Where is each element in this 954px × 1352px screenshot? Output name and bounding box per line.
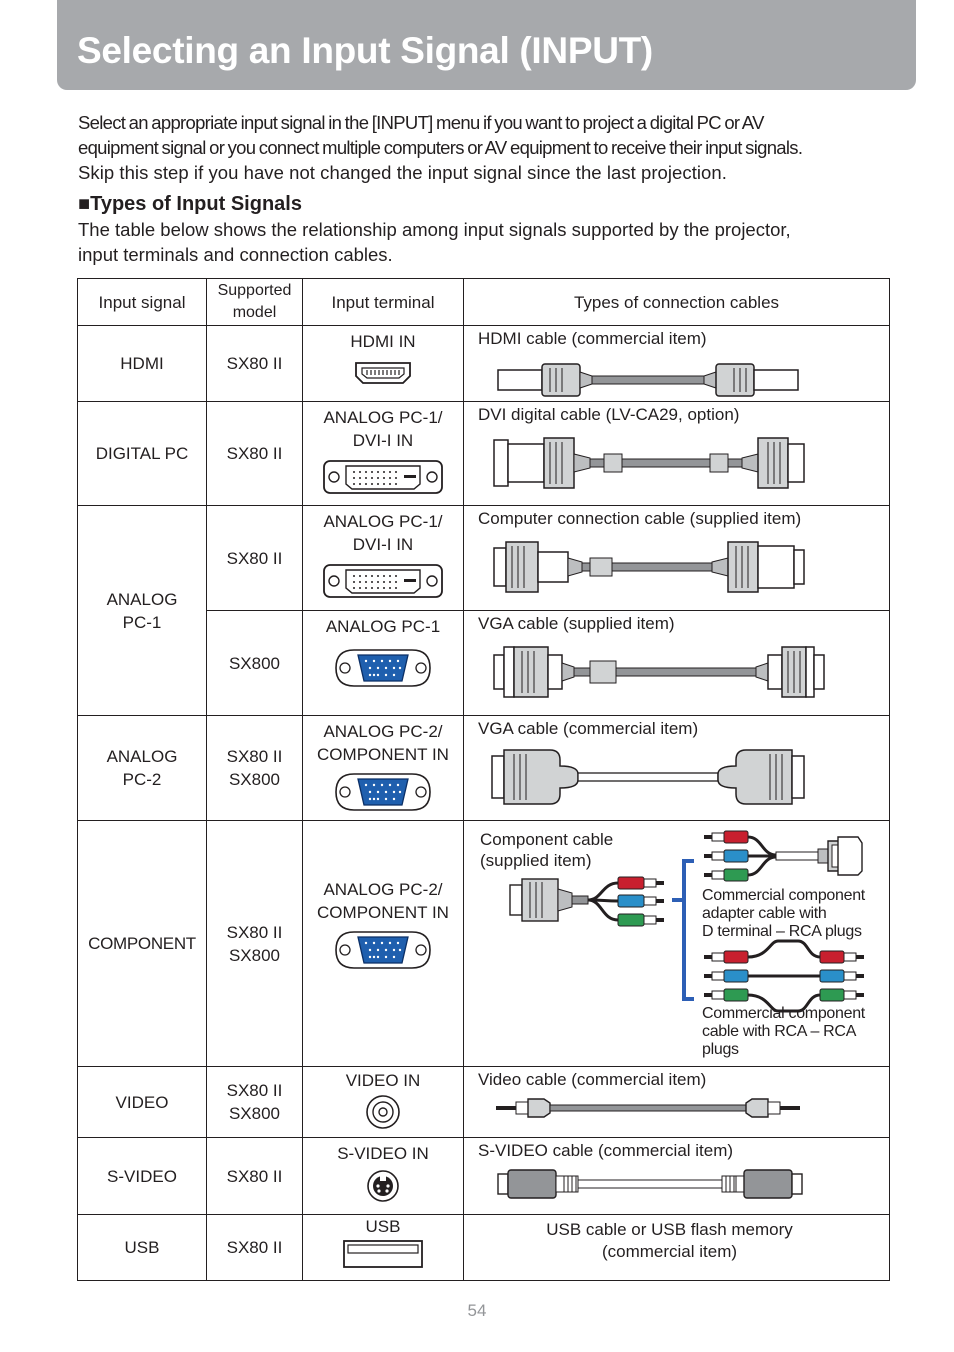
terminal-label-line-1: ANALOG PC-2/ — [323, 879, 443, 899]
intro-paragraph — [78, 110, 908, 185]
rca-cable-note — [702, 1005, 865, 1059]
component-cable-line-1: Component cable — [480, 830, 614, 849]
table-row-svideo — [78, 1138, 890, 1215]
cable-cell — [464, 821, 890, 1067]
signal-cell: S-VIDEO — [78, 1138, 207, 1215]
signal-cell — [78, 716, 207, 821]
terminal-label-line-1: ANALOG PC-2/ — [323, 722, 443, 741]
signal-cell: DIGITAL PC — [78, 402, 207, 506]
note1-line-3: D terminal – RCA plugs — [702, 923, 862, 940]
note2-line-1: Commercial component — [702, 1005, 865, 1022]
cable-cell — [464, 611, 890, 716]
terminal-cell — [303, 716, 464, 821]
model-cell: SX80 II — [207, 1138, 303, 1215]
intro-line-3: Skip this step if you have not changed the input signal since the last projection. — [78, 162, 727, 183]
hdmi-port-icon — [353, 359, 413, 387]
component-cable-line-2: (supplied item) — [480, 851, 592, 870]
note1-line-2: adapter cable with — [702, 905, 827, 922]
cable-cell — [464, 716, 890, 821]
rca-jack-icon — [365, 1094, 401, 1130]
table-row-component — [78, 821, 890, 1067]
table-row-usb — [78, 1215, 890, 1281]
note1-line-1: Commercial component — [702, 887, 865, 904]
note2-line-3: plugs — [702, 1041, 739, 1058]
terminal-cell — [303, 1138, 464, 1215]
terminal-cell — [303, 326, 464, 402]
table-row-analog-pc1-a — [78, 506, 890, 611]
usb-port-icon — [342, 1239, 424, 1269]
terminal-label: USB — [365, 1217, 401, 1236]
table-row-video — [78, 1067, 890, 1138]
cable-label: Video cable (commercial item) — [478, 1070, 707, 1089]
signal-line-1: ANALOG — [106, 589, 178, 609]
terminal-cell — [303, 611, 464, 716]
signal-line-2: PC-1 — [122, 612, 162, 632]
model-line-1: SX80 II — [226, 747, 283, 766]
model-line-1: SX80 II — [226, 922, 283, 942]
header-input-signal: Input signal — [78, 279, 207, 326]
dvi-port-icon — [322, 458, 444, 496]
terminal-cell — [303, 1067, 464, 1138]
model-cell: SX80 II — [207, 402, 303, 506]
intro-line-1: Select an appropriate input signal in the [INPUT] menu if you want to project a digital PC or AV — [78, 112, 764, 133]
vga-port-icon — [334, 772, 432, 812]
header-supported-model — [207, 279, 303, 326]
terminal-cell — [303, 402, 464, 506]
terminal-label: ANALOG PC-1 — [325, 617, 441, 636]
header-input-terminal: Input terminal — [303, 279, 464, 326]
model-cell — [207, 716, 303, 821]
section-desc-line-2: input terminals and connection cables. — [78, 244, 393, 265]
vga-cable-icon — [478, 641, 828, 703]
terminal-label-line-1: ANALOG PC-1/ — [323, 408, 443, 427]
page-number: 54 — [467, 1301, 487, 1320]
signal-cell: COMPONENT — [78, 821, 207, 1067]
cable-cell — [464, 1138, 890, 1215]
cable-label-line-2: (commercial item) — [601, 1242, 738, 1261]
terminal-cell — [303, 821, 464, 1067]
section-heading — [78, 191, 908, 217]
model-line-1: SX80 II — [226, 1081, 283, 1100]
header-connection-cables: Types of connection cables — [464, 279, 890, 326]
terminal-label-line-2: DVI-I IN — [352, 431, 414, 450]
table-row-hdmi — [78, 326, 890, 402]
terminal-label-line-2: DVI-I IN — [352, 535, 414, 554]
terminal-label-line-1: ANALOG PC-1/ — [323, 512, 443, 531]
square-bullet-icon: ■ — [78, 193, 91, 215]
computer-cable-icon — [478, 536, 818, 598]
cable-label — [464, 1219, 889, 1263]
signal-cell: HDMI — [78, 326, 207, 402]
terminal-label: S-VIDEO IN — [337, 1144, 429, 1163]
signal-cell: USB — [78, 1215, 207, 1281]
svideo-jack-icon — [366, 1169, 400, 1203]
signal-cell: VIDEO — [78, 1067, 207, 1138]
terminal-cell — [303, 1215, 464, 1281]
vga-port-icon — [334, 930, 432, 970]
terminal-label-line-2: COMPONENT IN — [317, 745, 449, 764]
model-line-2: SX800 — [228, 1104, 281, 1123]
video-cable-icon — [478, 1093, 818, 1123]
vga-commercial-cable-icon — [478, 746, 818, 808]
terminal-label: HDMI IN — [350, 332, 416, 351]
terminal-label-line-2: COMPONENT IN — [317, 902, 449, 922]
cable-label: VGA cable (commercial item) — [478, 719, 699, 738]
hdmi-cable-icon — [478, 356, 818, 398]
model-cell: SX800 — [207, 611, 303, 716]
header-model-line-1: Supported — [217, 282, 292, 299]
table-row-digital-pc — [78, 402, 890, 506]
model-cell — [207, 821, 303, 1067]
note2-line-2: cable with RCA – RCA — [702, 1023, 857, 1040]
types-section — [78, 191, 908, 267]
model-cell: SX80 II — [207, 1215, 303, 1281]
svideo-cable-icon — [478, 1168, 838, 1200]
model-cell: SX80 II — [207, 506, 303, 611]
adapter-cable-note — [702, 887, 865, 941]
dvi-cable-icon — [478, 432, 818, 494]
title-bar — [57, 0, 916, 90]
signal-line-2: PC-2 — [122, 770, 162, 789]
cable-label-line-1: USB cable or USB flash memory — [546, 1220, 793, 1239]
model-line-2: SX800 — [228, 945, 281, 965]
dvi-port-icon — [322, 562, 444, 600]
cable-cell — [464, 506, 890, 611]
page-title: Selecting an Input Signal (INPUT) — [77, 30, 653, 71]
model-line-2: SX800 — [228, 770, 281, 789]
intro-line-2: equipment signal or you connect multiple computers or AV equipment to receive their input signals. — [78, 137, 803, 158]
section-desc-line-1: The table below shows the relationship among input signals supported by the projector, — [78, 219, 791, 240]
cable-label: S-VIDEO cable (commercial item) — [478, 1141, 734, 1160]
section-heading-text: Types of Input Signals — [90, 193, 302, 215]
cable-cell — [464, 402, 890, 506]
cable-cell — [464, 326, 890, 402]
model-cell — [207, 1067, 303, 1138]
table-row-analog-pc2 — [78, 716, 890, 821]
cable-label: HDMI cable (commercial item) — [478, 329, 707, 348]
header-model-line-2: model — [232, 304, 277, 321]
cable-cell — [464, 1067, 890, 1138]
section-desc — [78, 217, 908, 267]
component-diagram — [478, 821, 889, 1061]
cable-label: VGA cable (supplied item) — [478, 614, 675, 633]
terminal-cell — [303, 506, 464, 611]
model-cell: SX80 II — [207, 326, 303, 402]
signal-line-1: ANALOG — [106, 747, 178, 766]
cable-label: Computer connection cable (supplied item) — [478, 509, 802, 528]
cable-cell — [464, 1215, 890, 1281]
cable-label: DVI digital cable (LV-CA29, option) — [478, 405, 740, 424]
vga-port-icon — [334, 648, 432, 688]
input-signal-table — [77, 278, 890, 1281]
terminal-label: VIDEO IN — [345, 1071, 421, 1090]
table-header-row — [78, 279, 890, 326]
signal-cell — [78, 506, 207, 716]
